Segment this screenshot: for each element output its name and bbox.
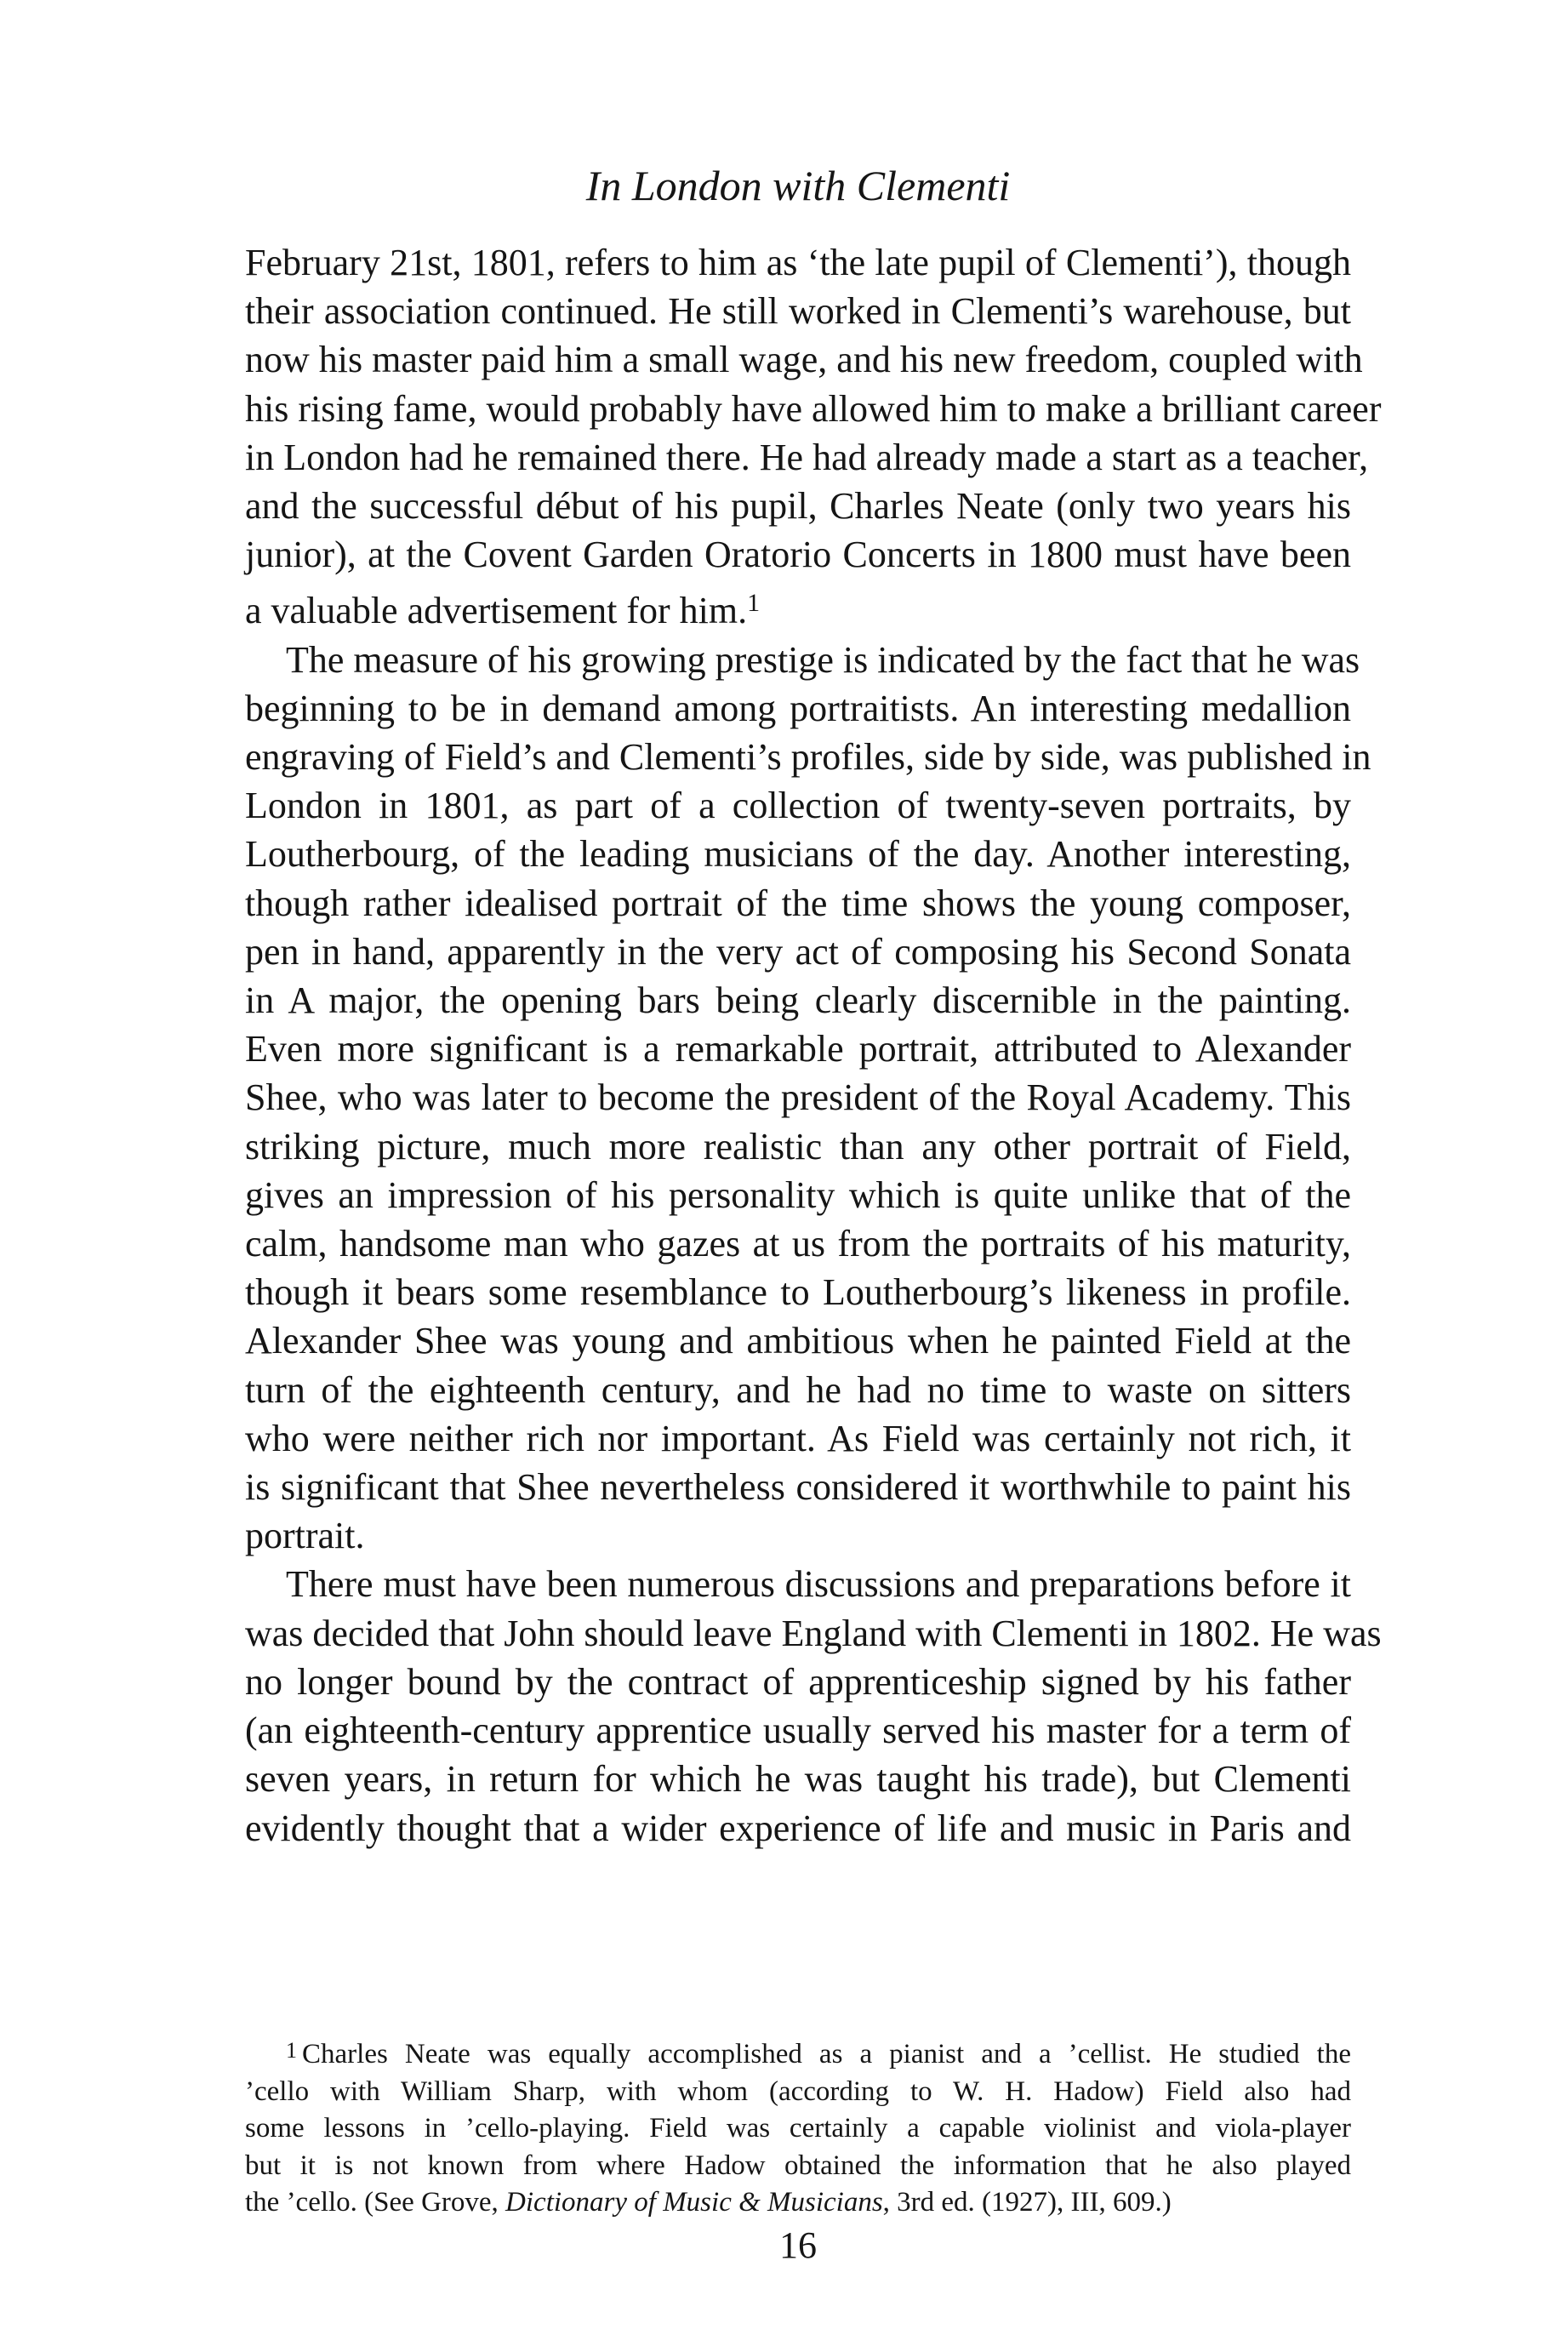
text-line: seven years, in return for which he was taught his trade), but Clementi [245, 1758, 1351, 1801]
text-line: though it bears some resemblance to Loutherbourg’s likeness in profile. [245, 1271, 1351, 1314]
footnote-line: ’cello with William Sharp, with whom (according to W. H. Hadow) Field also had [245, 2075, 1351, 2107]
text-line: There must have been numerous discussions and preparations before it [286, 1563, 1351, 1606]
footnote [245, 2032, 1351, 2222]
text-line: is significant that Shee nevertheless considered it worthwhile to paint his [245, 1466, 1351, 1509]
text-line: his rising fame, would probably have allowed him to make a brilliant career [245, 387, 1382, 430]
text-line: turn of the eighteenth century, and he had no time to waste on sitters [245, 1368, 1351, 1411]
text-line: who were neither rich nor important. As Field was certainly not rich, it [245, 1417, 1351, 1459]
text-line: (an eighteenth-century apprentice usually served his master for a term of [245, 1710, 1351, 1752]
footnote-line: but it is not known from where Hadow obtained the information that he also played [245, 2149, 1351, 2181]
paragraph-2 [245, 636, 1371, 1561]
text-line: calm, handsome man who gazes at us from the portraits of his maturity, [245, 1223, 1351, 1265]
footnote-reference: 1 [747, 589, 761, 618]
footnote-citation-title: Dictionary of Music & Musicians [505, 2187, 883, 2218]
page-number: 16 [779, 2224, 817, 2266]
footnote-text: Charles Neate was equally accomplished as a pianist and a ’cellist. He studied the [302, 2039, 1351, 2069]
paragraph-3 [245, 1560, 1382, 1852]
text-line-last [245, 579, 1351, 635]
text-line: pen in hand, apparently in the very act of composing his Second Sonata [245, 930, 1351, 973]
text-line: junior), at the Covent Garden Oratorio Concerts in 1800 must have been [245, 534, 1351, 576]
text-line: London in 1801, as part of a collection of twenty-seven portraits, by [245, 785, 1351, 827]
footnote-mark: 1 [286, 2038, 297, 2063]
text-line: Shee, who was later to become the president of the Royal Academy. This [245, 1076, 1351, 1119]
book-page [245, 0, 1382, 2352]
text-line: in London had he remained there. He had already made a start as a teacher, [245, 436, 1369, 478]
footnote-line [245, 2032, 1351, 2074]
body-text [245, 238, 1382, 1852]
footnote-line: some lessons in ’cello-playing. Field was certainly a capable violinist and viola-player [245, 2113, 1351, 2144]
text-line: The measure of his growing prestige is indicated by the fact that he was [286, 638, 1360, 681]
text-line: in A major, the opening bars being clearly discernible in the painting. [245, 979, 1351, 1022]
footnote-citation-after: , 3rd ed. (1927), III, 609.) [882, 2187, 1172, 2218]
text-line: portrait. [245, 1515, 365, 1557]
text-line: Even more significant is a remarkable portrait, attributed to Alexander [245, 1028, 1351, 1070]
running-head: In London with Clementi [585, 162, 1011, 209]
footnote-line-last [245, 2184, 1351, 2222]
text-line-content: a valuable advertisement for him. [245, 590, 748, 632]
text-line: February 21st, 1801, refers to him as ‘the late pupil of Clementi’), though [245, 242, 1351, 283]
text-line: Alexander Shee was young and ambitious when he painted Field at the [245, 1320, 1351, 1362]
text-line: striking picture, much more realistic than any other portrait of Field, [245, 1125, 1351, 1167]
text-line: and the successful début of his pupil, Charles Neate (only two years his [245, 485, 1351, 528]
text-line: now his master paid him a small wage, and his new freedom, coupled with [245, 339, 1363, 381]
text-line: no longer bound by the contract of apprenticeship signed by his father [245, 1660, 1351, 1703]
text-line: engraving of Field’s and Clementi’s profiles, side by side, was published in [245, 736, 1371, 779]
paragraph-1 [245, 238, 1382, 636]
text-line: beginning to be in demand among portraitists. An interesting medallion [245, 687, 1351, 729]
text-line: evidently thought that a wider experience of life and music in Paris and [245, 1807, 1351, 1849]
text-line: gives an impression of his personality which is quite unlike that of the [245, 1173, 1351, 1216]
text-line: was decided that John should leave England with Clementi in 1802. He was [245, 1612, 1382, 1654]
text-line: their association continued. He still worked in Clementi’s warehouse, but [245, 290, 1351, 333]
text-line: Loutherbourg, of the leading musicians of the day. Another interesting, [245, 833, 1351, 876]
text-line: though rather idealised portrait of the time shows the young composer, [245, 882, 1351, 924]
footnote-citation-before: the ’cello. (See Grove, [245, 2187, 506, 2218]
